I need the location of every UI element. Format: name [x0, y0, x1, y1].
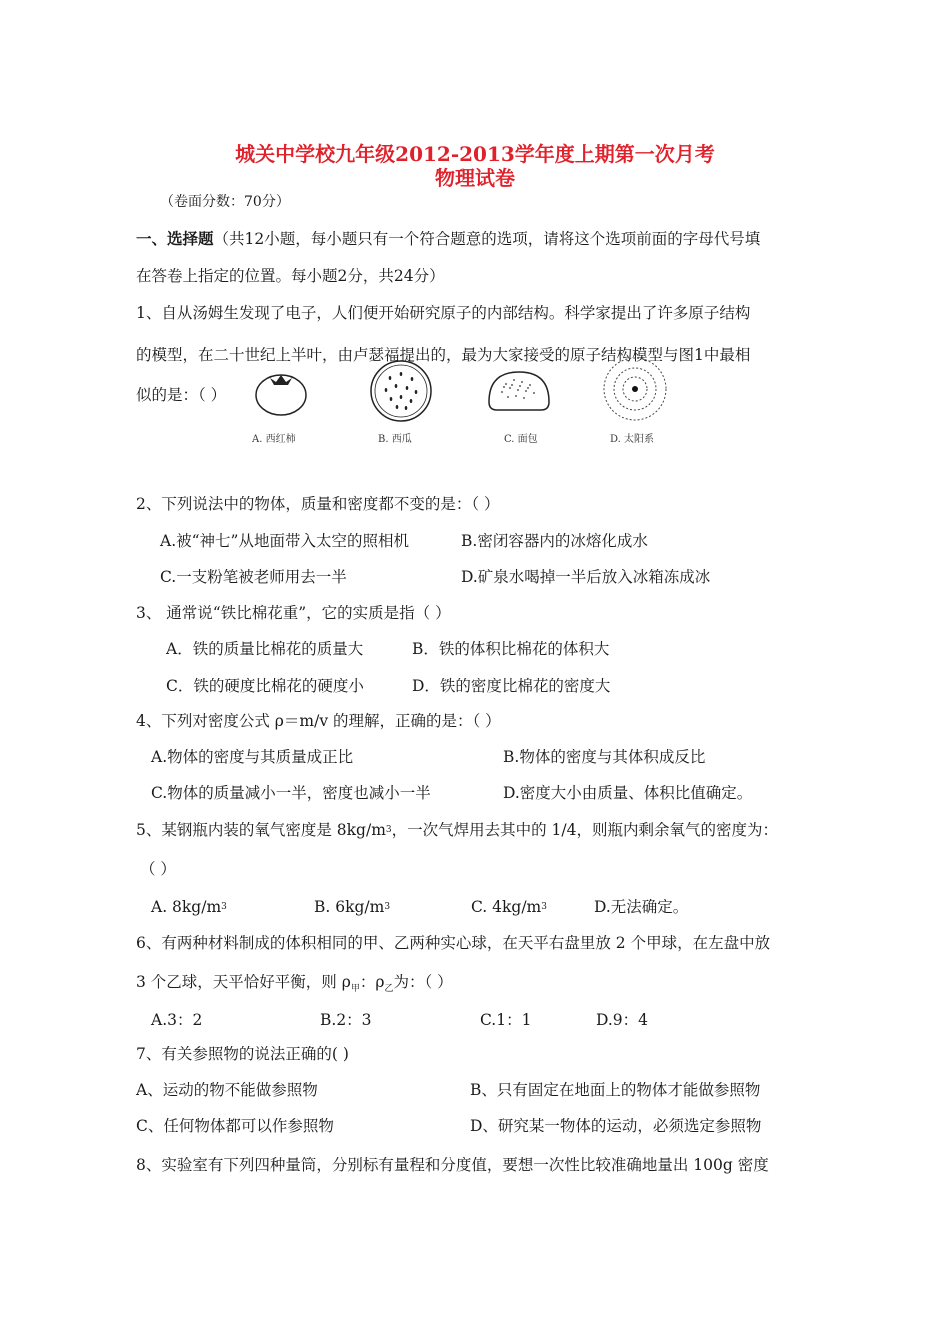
q2-stem: 2、下列说法中的物体，质量和密度都不变的是：（ ）: [136, 495, 500, 513]
tomato-figure: [250, 366, 312, 420]
q5-option-a-text: A. 8kg/m: [151, 898, 222, 916]
q4-stem: 4、下列对密度公式 ρ＝m/v 的理解，正确的是：（ ）: [136, 712, 501, 730]
q1-line3: 似的是：（ ）: [136, 386, 227, 404]
q7-option-b: B、只有固定在地面上的物体才能做参照物: [470, 1081, 761, 1099]
q3-stem: 3、 通常说“铁比棉花重”，它的实质是指（ ）: [136, 604, 451, 622]
q5-option-d: D.无法确定。: [594, 898, 689, 916]
q5-stem-pre: 5、某钢瓶内装的氧气密度是 8kg/m: [136, 821, 386, 839]
q6-line2-pre: 3 个乙球，天平恰好平衡，则 ρ: [136, 973, 351, 991]
q6-sub-jia: 甲: [350, 984, 360, 995]
q5-option-c: [471, 897, 547, 917]
q6-line1: 6、有两种材料制成的体积相同的甲、乙两种实心球，在天平右盘里放 2 个甲球，在左盘中放: [136, 934, 771, 952]
q5-option-b-text: B. 6kg/m: [314, 898, 385, 916]
fig-label-b: B. 西瓜: [378, 434, 412, 445]
q7-stem: 7、有关参照物的说法正确的( ): [136, 1045, 349, 1063]
q3-option-c: C．铁的硬度比棉花的硬度小: [166, 677, 364, 695]
q5-option-b: [314, 897, 390, 917]
q5-option-c-sup: 3: [541, 902, 547, 912]
q3-option-a: A．铁的质量比棉花的质量大: [166, 640, 364, 658]
score-note: （卷面分数：70分）: [160, 194, 290, 210]
q2-option-b: B.密闭容器内的冰熔化成水: [461, 532, 648, 550]
q2-option-d: D.矿泉水喝掉一半后放入冰箱冻成冰: [461, 568, 711, 586]
q4-option-b: B.物体的密度与其体积成反比: [503, 748, 706, 766]
q5-option-c-text: C. 4kg/m: [471, 898, 542, 916]
q5-option-a-sup: 3: [221, 902, 227, 912]
q7-option-c: C、任何物体都可以作参照物: [136, 1117, 334, 1135]
q4-option-a: A.物体的密度与其质量成正比: [151, 748, 354, 766]
q6-option-b: B.2：3: [320, 1011, 372, 1029]
q7-option-a: A、运动的物不能做参照物: [136, 1081, 318, 1099]
section1-heading: 一、选择题: [136, 229, 214, 248]
q5-stem-post: ，一次气焊用去其中的 1/4，则瓶内剩余氧气的密度为：: [391, 821, 778, 839]
watermelon-figure: [368, 358, 434, 424]
section1-intro-line2: 在答卷上指定的位置。每小题2分，共24分）: [136, 267, 445, 285]
q2-option-a: A.被“神七”从地面带入太空的照相机: [160, 532, 409, 550]
q5-option-a: [151, 897, 227, 917]
q1-line1: 1、自从汤姆生发现了电子，人们便开始研究原子的内部结构。科学家提出了许多原子结构: [136, 304, 751, 322]
q5-option-b-sup: 3: [384, 902, 391, 912]
q6-sub-yi: 乙: [384, 984, 394, 995]
q6-line2-mid: ：ρ: [359, 973, 385, 991]
q1-line2: 的模型，在二十世纪上半叶，由卢瑟福提出的，最为大家接受的原子结构模型与图1中最相: [136, 346, 751, 364]
q5-stem: [136, 820, 778, 840]
fig-label-d: D. 太阳系: [610, 434, 655, 445]
section1-intro: （共12小题，每小题只有一个符合题意的选项，请将这个选项前面的字母代号填: [213, 230, 761, 248]
fig-label-c: C. 面包: [504, 434, 538, 445]
q4-option-d: D.密度大小由质量、体积比值确定。: [503, 784, 753, 802]
q5-sup: 3: [385, 825, 392, 835]
q8-stem: 8、实验室有下列四种量筒，分别标有量程和分度值，要想一次性比较准确地量出 100g 密度: [136, 1156, 769, 1174]
q6-line2-post: 为：（ ）: [393, 973, 453, 991]
q6-option-d: D.9：4: [596, 1011, 649, 1029]
q6-option-a: A.3：2: [151, 1011, 203, 1029]
q2-option-c: C.一支粉笔被老师用去一半: [160, 568, 347, 586]
bread-figure: [484, 366, 554, 416]
fig-label-a: A. 西红柿: [252, 434, 296, 445]
q3-option-b: B．铁的体积比棉花的体积大: [412, 640, 610, 658]
q6-line2: [136, 972, 453, 999]
q3-option-d: D．铁的密度比棉花的密度大: [412, 677, 611, 695]
q4-option-c: C.物体的质量减小一半，密度也减小一半: [151, 784, 431, 802]
q6-option-c: C.1：1: [480, 1011, 532, 1029]
solar-system-figure: [600, 354, 670, 424]
q5-paren: （ ）: [140, 860, 176, 878]
exam-subtitle: 物理试卷: [435, 166, 515, 190]
section1-intro-line1: [136, 229, 760, 249]
q7-option-d: D、研究某一物体的运动，必须选定参照物: [470, 1117, 762, 1135]
exam-title: 城关中学校九年级2012-2013学年度上期第一次月考: [235, 142, 715, 166]
